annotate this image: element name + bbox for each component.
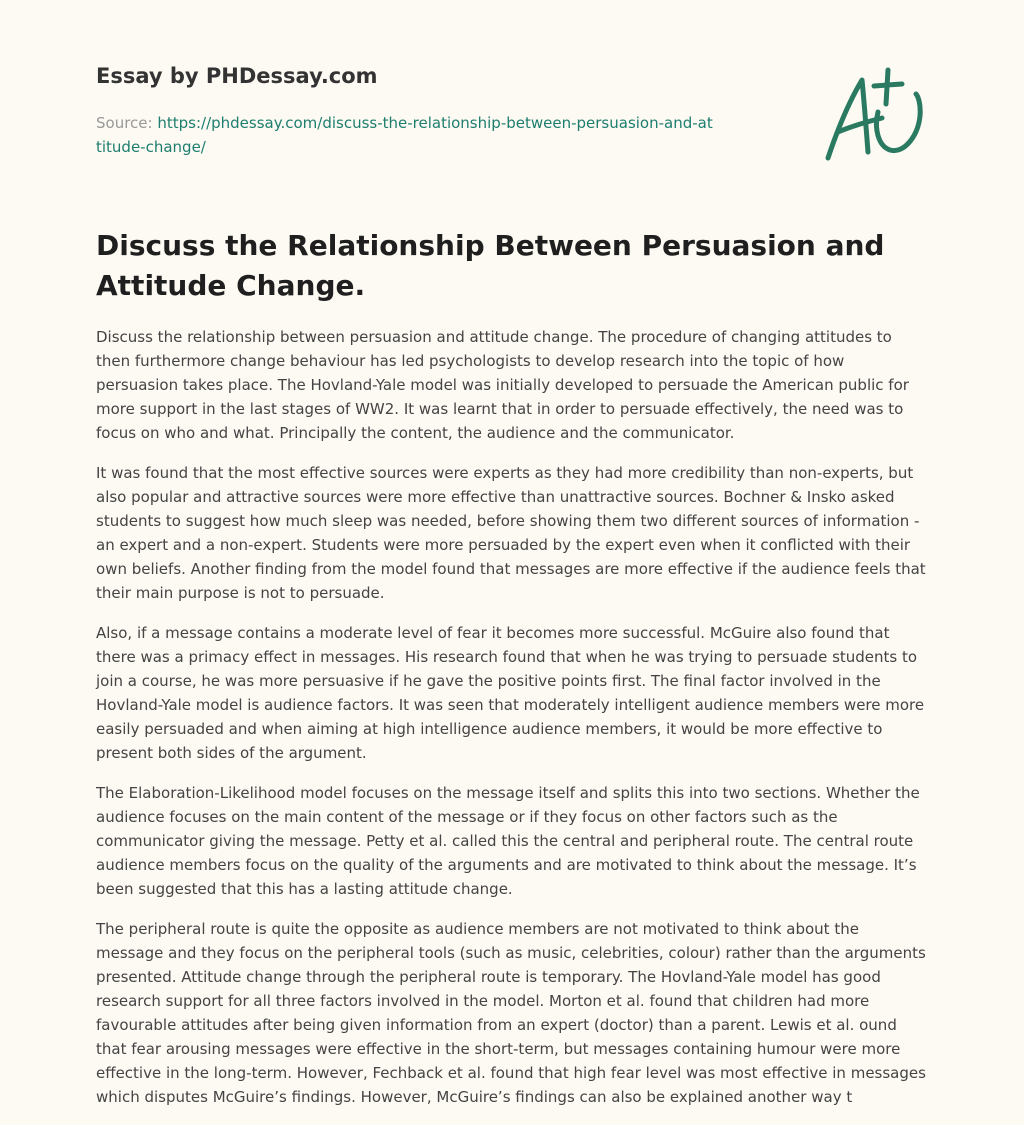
site-brand: Essay by PHDessay.com: [96, 64, 378, 88]
paragraph: Discuss the relationship between persuasion and attitude change. The procedure of changing attitudes to then furthermore change behaviour has led psychologists to develop research into the topic of how persuasion takes place. The Hovland-Yale model was initially developed to persuade the American public for more support in the last stages of WW2. It was learnt that in order to persuade effectively, the need was to focus on who and what. Principally the content, the audience and the communicator.: [96, 328, 909, 442]
article-title: Discuss the Relationship Between Persuasion and Attitude Change.: [96, 229, 885, 302]
source-label: Source:: [96, 114, 153, 132]
paragraph: The Elaboration-Likelihood model focuses on the message itself and splits this into two sections. Whether the audience focuses on the main content of the message or if they focus on other factors such as the communicator giving the message. Petty et al. called this the central and peripheral route. The central route audience members focus on the quality of the arguments and are motivated to think about the message. It’s been suggested that this has a lasting attitude change.: [96, 784, 920, 898]
paragraph: Also, if a message contains a moderate level of fear it becomes more successful. McGuire also found that there was a primacy effect in messages. His research found that when he was trying to persuade students to join a course, he was more persuasive if he gave the positive points first. The final factor involved in the Hovland-Yale model is audience factors. It was seen that moderately intelligent audience members were more easily persuaded and when aiming at high intelligence audience members, it would be more effective to present both sides of the argument.: [96, 624, 925, 762]
document-page: [96, 0, 930, 1124]
source-link[interactable]: https://phdessay.com/discuss-the-relationship-between-persuasion-and-attitude-change/: [96, 114, 713, 156]
article-body: [96, 325, 930, 1125]
paragraph: The peripheral route is quite the opposite as audience members are not motivated to think about the message and they focus on the peripheral tools (such as music, celebrities, colour) rather than the arguments presented. Attitude change through the peripheral route is temporary. The Hovland-Yale model has good research support for all three factors involved in the model. Morton et al. found that children had more favourable attitudes after being given information from an expert (doctor) than a parent. Lewis et al. ound that fear arousing messages were effective in the short-term, but messages containing humour were more effective in the long-term. However, Fechback et al. found that high fear level was most effective in messages which disputes McGuire’s findings. However, McGuire’s findings can also be explained another way t: [96, 920, 926, 1106]
a-plus-logo-icon: [822, 66, 926, 166]
paragraph: It was found that the most effective sources were experts as they had more credibility than non-experts, but also popular and attractive sources were more effective than unattractive sources. Bochner & Insko asked students to suggest how much sleep was needed, before showing them two different sources of information - an expert and a non-expert. Students were more persuaded by the expert even when it conflicted with their own beliefs. Another finding from the model found that messages are more effective if the audience feels that their main purpose is not to persuade.: [96, 464, 926, 602]
source-line: [96, 111, 716, 159]
